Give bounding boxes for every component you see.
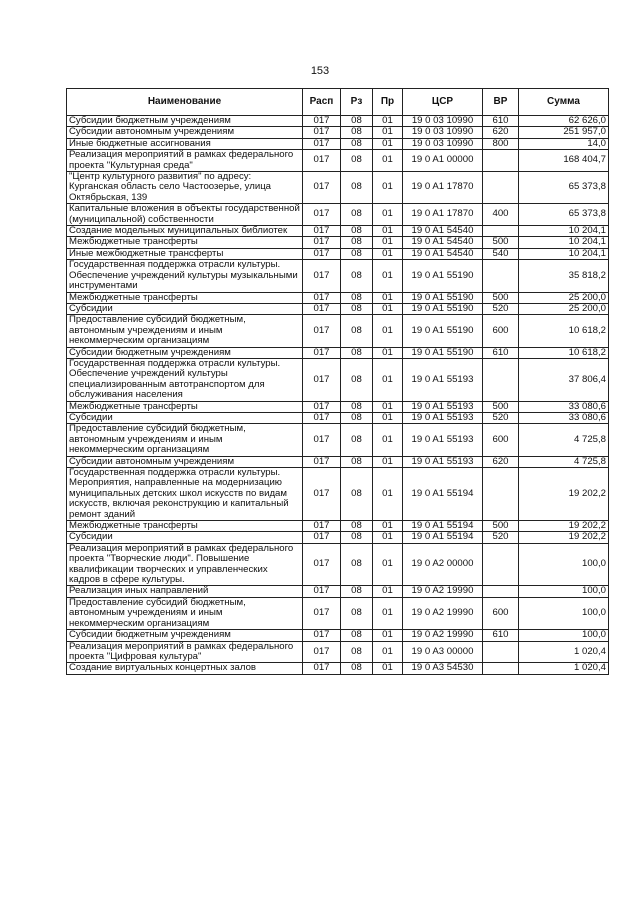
cell-name: Иные межбюджетные трансферты [67, 248, 303, 259]
cell-csr: 19 0 A1 55194 [403, 532, 483, 543]
table-row [67, 424, 609, 456]
cell-vr: 400 [483, 204, 519, 226]
cell-sum: 25 200,0 [519, 303, 609, 314]
cell-rz: 08 [341, 456, 373, 467]
cell-pr: 01 [373, 204, 403, 226]
cell-rasp: 017 [303, 543, 341, 586]
cell-pr: 01 [373, 260, 403, 292]
table-row [67, 292, 609, 303]
cell-name: Реализация мероприятий в рамках федерального проекта "Цифровая культура" [67, 641, 303, 663]
cell-rz: 08 [341, 237, 373, 248]
cell-rasp: 017 [303, 586, 341, 597]
cell-csr: 19 0 A1 55190 [403, 315, 483, 347]
cell-rasp: 017 [303, 292, 341, 303]
table-row [67, 138, 609, 149]
table-row [67, 347, 609, 358]
cell-vr [483, 226, 519, 237]
table-row [67, 315, 609, 347]
cell-sum: 1 020,4 [519, 663, 609, 674]
cell-vr: 500 [483, 401, 519, 412]
cell-vr: 520 [483, 303, 519, 314]
cell-csr: 19 0 A2 19990 [403, 630, 483, 641]
cell-csr: 19 0 A3 54530 [403, 663, 483, 674]
cell-pr: 01 [373, 586, 403, 597]
cell-csr: 19 0 A1 00000 [403, 150, 483, 172]
cell-sum: 65 373,8 [519, 172, 609, 204]
cell-name: Субсидии бюджетным учреждениям [67, 116, 303, 127]
cell-vr: 600 [483, 424, 519, 456]
cell-rz: 08 [341, 401, 373, 412]
cell-rz: 08 [341, 358, 373, 401]
cell-rz: 08 [341, 248, 373, 259]
table-row [67, 172, 609, 204]
cell-sum: 100,0 [519, 543, 609, 586]
cell-csr: 19 0 A1 17870 [403, 172, 483, 204]
cell-sum: 4 725,8 [519, 424, 609, 456]
cell-rasp: 017 [303, 630, 341, 641]
cell-csr: 19 0 03 10990 [403, 116, 483, 127]
header-pr: Пр [373, 89, 403, 116]
cell-csr: 19 0 03 10990 [403, 138, 483, 149]
cell-sum: 10 204,1 [519, 248, 609, 259]
cell-csr: 19 0 A1 54540 [403, 237, 483, 248]
cell-rasp: 017 [303, 412, 341, 423]
cell-csr: 19 0 A1 55193 [403, 401, 483, 412]
cell-pr: 01 [373, 127, 403, 138]
cell-pr: 01 [373, 226, 403, 237]
cell-vr: 500 [483, 292, 519, 303]
cell-rasp: 017 [303, 456, 341, 467]
cell-sum: 14,0 [519, 138, 609, 149]
table-row [67, 248, 609, 259]
cell-rasp: 017 [303, 237, 341, 248]
cell-name: Субсидии [67, 303, 303, 314]
cell-name: Предоставление субсидий бюджетным, автономным учреждениям и иным некоммерческим организациям [67, 315, 303, 347]
cell-csr: 19 0 A1 17870 [403, 204, 483, 226]
cell-rasp: 017 [303, 468, 341, 521]
cell-rz: 08 [341, 150, 373, 172]
cell-pr: 01 [373, 597, 403, 629]
cell-name: "Центр культурного развития" по адресу: Курганская область село Частоозерье, улица Октябрьская, 139 [67, 172, 303, 204]
cell-vr [483, 586, 519, 597]
cell-rasp: 017 [303, 424, 341, 456]
table-row [67, 586, 609, 597]
cell-sum: 4 725,8 [519, 456, 609, 467]
cell-csr: 19 0 A1 54540 [403, 248, 483, 259]
cell-vr: 600 [483, 597, 519, 629]
cell-rz: 08 [341, 597, 373, 629]
cell-rasp: 017 [303, 204, 341, 226]
cell-csr: 19 0 A1 54540 [403, 226, 483, 237]
cell-name: Межбюджетные трансферты [67, 292, 303, 303]
table-row [67, 204, 609, 226]
cell-rz: 08 [341, 226, 373, 237]
cell-pr: 01 [373, 468, 403, 521]
header-name: Наименование [67, 89, 303, 116]
cell-pr: 01 [373, 521, 403, 532]
cell-rz: 08 [341, 347, 373, 358]
header-vr: ВР [483, 89, 519, 116]
cell-pr: 01 [373, 424, 403, 456]
cell-name: Предоставление субсидий бюджетным, автономным учреждениям и иным некоммерческим организациям [67, 424, 303, 456]
cell-vr: 620 [483, 127, 519, 138]
cell-rasp: 017 [303, 116, 341, 127]
cell-vr [483, 543, 519, 586]
cell-vr: 600 [483, 315, 519, 347]
cell-csr: 19 0 A1 55193 [403, 424, 483, 456]
cell-sum: 10 204,1 [519, 237, 609, 248]
cell-vr [483, 358, 519, 401]
cell-rz: 08 [341, 468, 373, 521]
cell-rz: 08 [341, 204, 373, 226]
cell-rasp: 017 [303, 641, 341, 663]
cell-rz: 08 [341, 641, 373, 663]
cell-name: Субсидии [67, 412, 303, 423]
cell-pr: 01 [373, 347, 403, 358]
cell-vr [483, 260, 519, 292]
header-csr: ЦСР [403, 89, 483, 116]
cell-csr: 19 0 A3 00000 [403, 641, 483, 663]
cell-pr: 01 [373, 172, 403, 204]
table-row [67, 116, 609, 127]
cell-rasp: 017 [303, 226, 341, 237]
cell-vr: 800 [483, 138, 519, 149]
cell-sum: 10 618,2 [519, 315, 609, 347]
cell-rz: 08 [341, 521, 373, 532]
cell-rasp: 017 [303, 401, 341, 412]
cell-vr: 620 [483, 456, 519, 467]
budget-table [66, 88, 609, 675]
cell-name: Реализация мероприятий в рамках федерального проекта "Творческие люди". Повышение квалификации творческих и управленческих кадров в сфере культуры. [67, 543, 303, 586]
cell-rz: 08 [341, 315, 373, 347]
page-number: 153 [310, 65, 330, 77]
cell-pr: 01 [373, 358, 403, 401]
cell-rz: 08 [341, 412, 373, 423]
table-row [67, 641, 609, 663]
cell-name: Субсидии бюджетным учреждениям [67, 347, 303, 358]
cell-pr: 01 [373, 292, 403, 303]
cell-rz: 08 [341, 586, 373, 597]
cell-name: Иные бюджетные ассигнования [67, 138, 303, 149]
cell-sum: 19 202,2 [519, 532, 609, 543]
table-header-row [67, 89, 609, 116]
table-row [67, 412, 609, 423]
table-row [67, 237, 609, 248]
table-row [67, 532, 609, 543]
cell-pr: 01 [373, 456, 403, 467]
cell-pr: 01 [373, 138, 403, 149]
cell-csr: 19 0 03 10990 [403, 127, 483, 138]
cell-rz: 08 [341, 116, 373, 127]
cell-rz: 08 [341, 138, 373, 149]
cell-rasp: 017 [303, 597, 341, 629]
cell-name: Создание модельных муниципальных библиотек [67, 226, 303, 237]
cell-sum: 168 404,7 [519, 150, 609, 172]
cell-sum: 19 202,2 [519, 468, 609, 521]
cell-pr: 01 [373, 663, 403, 674]
cell-sum: 19 202,2 [519, 521, 609, 532]
cell-name: Государственная поддержка отрасли культуры. Мероприятия, направленные на модернизацию муниципальных детских школ искусств по видам искусств, включая реконструкцию и капитальный ремонт зданий [67, 468, 303, 521]
cell-rasp: 017 [303, 260, 341, 292]
table-row [67, 597, 609, 629]
cell-rasp: 017 [303, 303, 341, 314]
cell-sum: 1 020,4 [519, 641, 609, 663]
cell-vr [483, 468, 519, 521]
cell-rz: 08 [341, 424, 373, 456]
cell-csr: 19 0 A1 55194 [403, 521, 483, 532]
cell-vr [483, 150, 519, 172]
cell-sum: 33 080,6 [519, 412, 609, 423]
cell-vr [483, 641, 519, 663]
cell-vr [483, 663, 519, 674]
cell-sum: 65 373,8 [519, 204, 609, 226]
cell-rz: 08 [341, 127, 373, 138]
cell-vr: 500 [483, 521, 519, 532]
cell-sum: 25 200,0 [519, 292, 609, 303]
cell-sum: 37 806,4 [519, 358, 609, 401]
table-row [67, 468, 609, 521]
table-row [67, 303, 609, 314]
cell-csr: 19 0 A2 19990 [403, 597, 483, 629]
cell-rz: 08 [341, 663, 373, 674]
table-row [67, 358, 609, 401]
cell-rz: 08 [341, 292, 373, 303]
cell-name: Межбюджетные трансферты [67, 237, 303, 248]
cell-pr: 01 [373, 401, 403, 412]
cell-name: Субсидии автономным учреждениям [67, 456, 303, 467]
cell-rasp: 017 [303, 347, 341, 358]
cell-name: Создание виртуальных концертных залов [67, 663, 303, 674]
cell-vr [483, 172, 519, 204]
cell-rz: 08 [341, 630, 373, 641]
cell-csr: 19 0 A2 00000 [403, 543, 483, 586]
cell-sum: 100,0 [519, 597, 609, 629]
cell-sum: 35 818,2 [519, 260, 609, 292]
cell-rasp: 017 [303, 138, 341, 149]
table-body [67, 116, 609, 675]
cell-rasp: 017 [303, 248, 341, 259]
cell-name: Реализация иных направлений [67, 586, 303, 597]
table-row [67, 663, 609, 674]
table-row [67, 150, 609, 172]
cell-pr: 01 [373, 248, 403, 259]
table-row [67, 456, 609, 467]
cell-pr: 01 [373, 150, 403, 172]
cell-vr: 500 [483, 237, 519, 248]
cell-sum: 33 080,6 [519, 401, 609, 412]
cell-name: Государственная поддержка отрасли культуры. Обеспечение учреждений культуры специализированным автотранспортом для обслуживания населения [67, 358, 303, 401]
cell-sum: 10 204,1 [519, 226, 609, 237]
table-row [67, 630, 609, 641]
cell-csr: 19 0 A1 55190 [403, 292, 483, 303]
cell-vr: 520 [483, 412, 519, 423]
cell-csr: 19 0 A1 55194 [403, 468, 483, 521]
cell-rz: 08 [341, 260, 373, 292]
cell-sum: 62 626,0 [519, 116, 609, 127]
cell-vr: 520 [483, 532, 519, 543]
cell-rasp: 017 [303, 532, 341, 543]
cell-rz: 08 [341, 303, 373, 314]
header-sum: Сумма [519, 89, 609, 116]
cell-name: Межбюджетные трансферты [67, 401, 303, 412]
cell-pr: 01 [373, 630, 403, 641]
cell-name: Субсидии [67, 532, 303, 543]
cell-csr: 19 0 A1 55193 [403, 456, 483, 467]
cell-pr: 01 [373, 412, 403, 423]
cell-rasp: 017 [303, 172, 341, 204]
cell-csr: 19 0 A1 55193 [403, 358, 483, 401]
table-row [67, 543, 609, 586]
cell-sum: 10 618,2 [519, 347, 609, 358]
cell-name: Субсидии бюджетным учреждениям [67, 630, 303, 641]
cell-name: Предоставление субсидий бюджетным, автономным учреждениям и иным некоммерческим организациям [67, 597, 303, 629]
cell-rasp: 017 [303, 127, 341, 138]
table-row [67, 226, 609, 237]
cell-pr: 01 [373, 315, 403, 347]
cell-sum: 251 957,0 [519, 127, 609, 138]
cell-vr: 610 [483, 347, 519, 358]
cell-name: Реализация мероприятий в рамках федерального проекта "Культурная среда" [67, 150, 303, 172]
cell-rasp: 017 [303, 315, 341, 347]
header-rz: Рз [341, 89, 373, 116]
cell-rasp: 017 [303, 358, 341, 401]
cell-name: Межбюджетные трансферты [67, 521, 303, 532]
cell-rz: 08 [341, 172, 373, 204]
cell-csr: 19 0 A1 55190 [403, 347, 483, 358]
table-row [67, 127, 609, 138]
cell-rz: 08 [341, 532, 373, 543]
cell-vr: 540 [483, 248, 519, 259]
cell-pr: 01 [373, 303, 403, 314]
table-row [67, 521, 609, 532]
cell-vr: 610 [483, 116, 519, 127]
cell-csr: 19 0 A2 19990 [403, 586, 483, 597]
cell-rasp: 017 [303, 663, 341, 674]
cell-name: Капитальные вложения в объекты государственной (муниципальной) собственности [67, 204, 303, 226]
cell-name: Государственная поддержка отрасли культуры. Обеспечение учреждений культуры музыкальными инструментами [67, 260, 303, 292]
cell-rasp: 017 [303, 150, 341, 172]
cell-pr: 01 [373, 543, 403, 586]
cell-name: Субсидии автономным учреждениям [67, 127, 303, 138]
table-row [67, 260, 609, 292]
cell-csr: 19 0 A1 55190 [403, 260, 483, 292]
cell-vr: 610 [483, 630, 519, 641]
cell-pr: 01 [373, 532, 403, 543]
cell-sum: 100,0 [519, 586, 609, 597]
cell-pr: 01 [373, 116, 403, 127]
cell-pr: 01 [373, 641, 403, 663]
header-rasp: Расп [303, 89, 341, 116]
cell-sum: 100,0 [519, 630, 609, 641]
cell-csr: 19 0 A1 55190 [403, 303, 483, 314]
cell-rasp: 017 [303, 521, 341, 532]
cell-pr: 01 [373, 237, 403, 248]
cell-csr: 19 0 A1 55193 [403, 412, 483, 423]
table-row [67, 401, 609, 412]
cell-rz: 08 [341, 543, 373, 586]
